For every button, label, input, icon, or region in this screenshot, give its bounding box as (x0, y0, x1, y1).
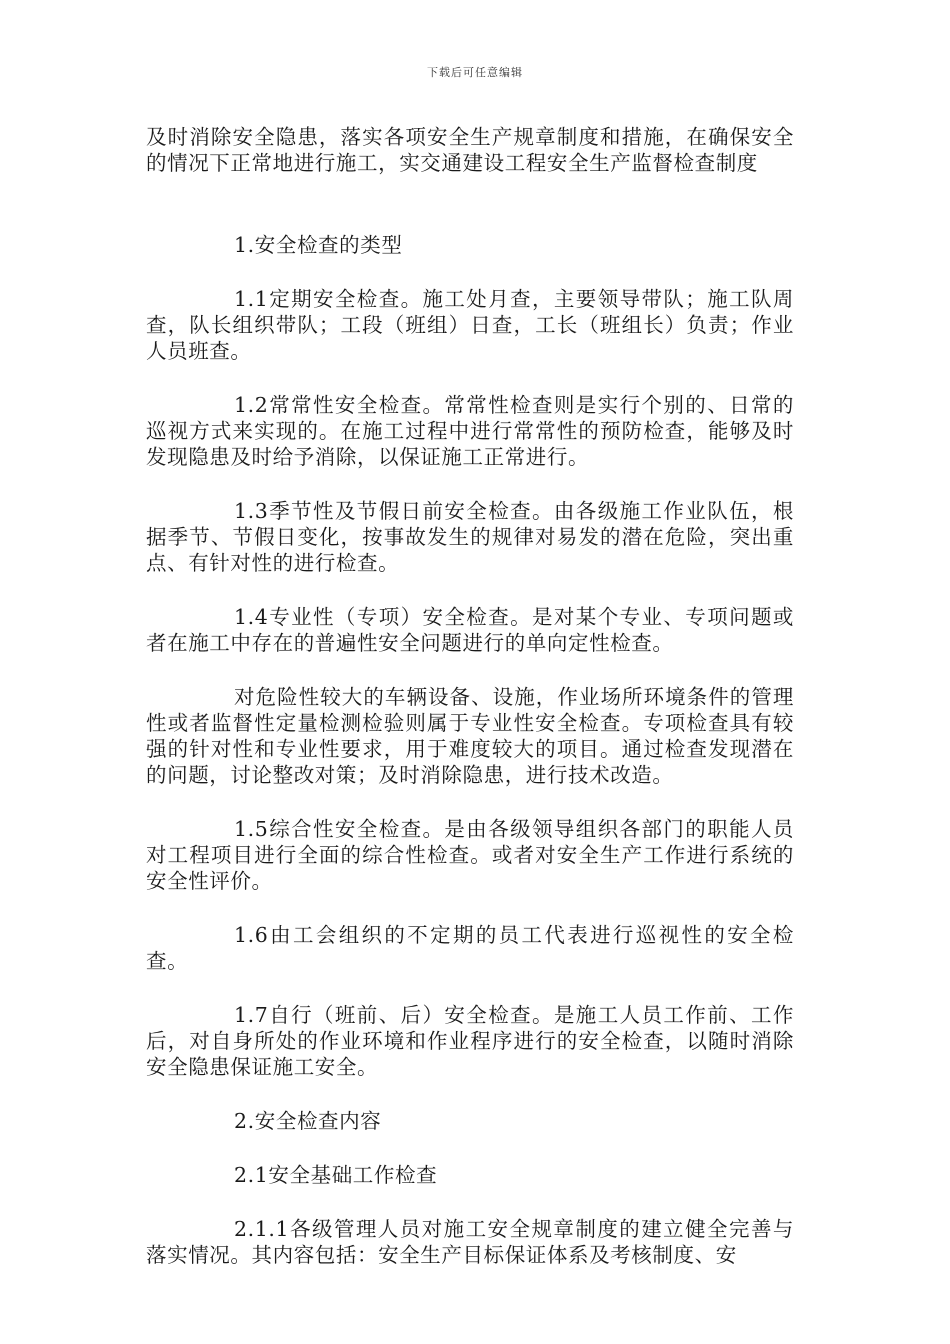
section-heading-1: 1.安全检查的类型 (234, 233, 403, 257)
subsection-heading-2-1: 2.1安全基础工作检查 (234, 1163, 438, 1187)
paragraph-1-6: 1.6由工会组织的不定期的员工代表进行巡视性的安全检查。 (146, 923, 794, 973)
header-note: 下载后可任意编辑 (427, 66, 523, 79)
paragraph-2-1-1: 2.1.1各级管理人员对施工安全规章制度的建立健全完善与落实情况。其内容包括：安全生产目标保证体系及考核制度、安 (146, 1217, 794, 1267)
document-body (146, 124, 794, 1296)
paragraph-1-3: 1.3季节性及节假日前安全检查。由各级施工作业队伍，根据季节、节假日变化，按事故发生的规律对易发的潜在危险，突出重点、有针对性的进行检查。 (146, 499, 794, 575)
paragraph-1-1: 1.1定期安全检查。施工处月查，主要领导带队；施工队周查，队长组织带队；工段（班组）日查，工长（班组长）负责；作业人员班查。 (146, 287, 794, 363)
paragraph-1-4-detail: 对危险性较大的车辆设备、设施，作业场所环境条件的管理性或者监督性定量检测检验则属于专业性安全检查。专项检查具有较强的针对性和专业性要求，用于难度较大的项目。通过检查发现潜在的问题，讨论整改对策；及时消除隐患，进行技术改造。 (146, 685, 794, 787)
paragraph-1-4: 1.4专业性（专项）安全检查。是对某个专业、专项问题或者在施工中存在的普遍性安全问题进行的单向定性检查。 (146, 605, 794, 655)
paragraph-intro: 及时消除安全隐患，落实各项安全生产规章制度和措施，在确保安全的情况下正常地进行施工，实交通建设工程安全生产监督检查制度 (146, 125, 794, 175)
paragraph-1-7: 1.7自行（班前、后）安全检查。是施工人员工作前、工作后，对自身所处的作业环境和作业程序进行的安全检查，以随时消除安全隐患保证施工安全。 (146, 1003, 794, 1079)
paragraph-1-5: 1.5综合性安全检查。是由各级领导组织各部门的职能人员对工程项目进行全面的综合性检查。或者对安全生产工作进行系统的安全性评价。 (146, 817, 794, 893)
paragraph-1-2: 1.2常常性安全检查。常常性检查则是实行个别的、日常的巡视方式来实现的。在施工过程中进行常常性的预防检查，能够及时发现隐患及时给予消除，以保证施工正常进行。 (146, 393, 794, 469)
section-heading-2: 2.安全检查内容 (234, 1109, 382, 1133)
